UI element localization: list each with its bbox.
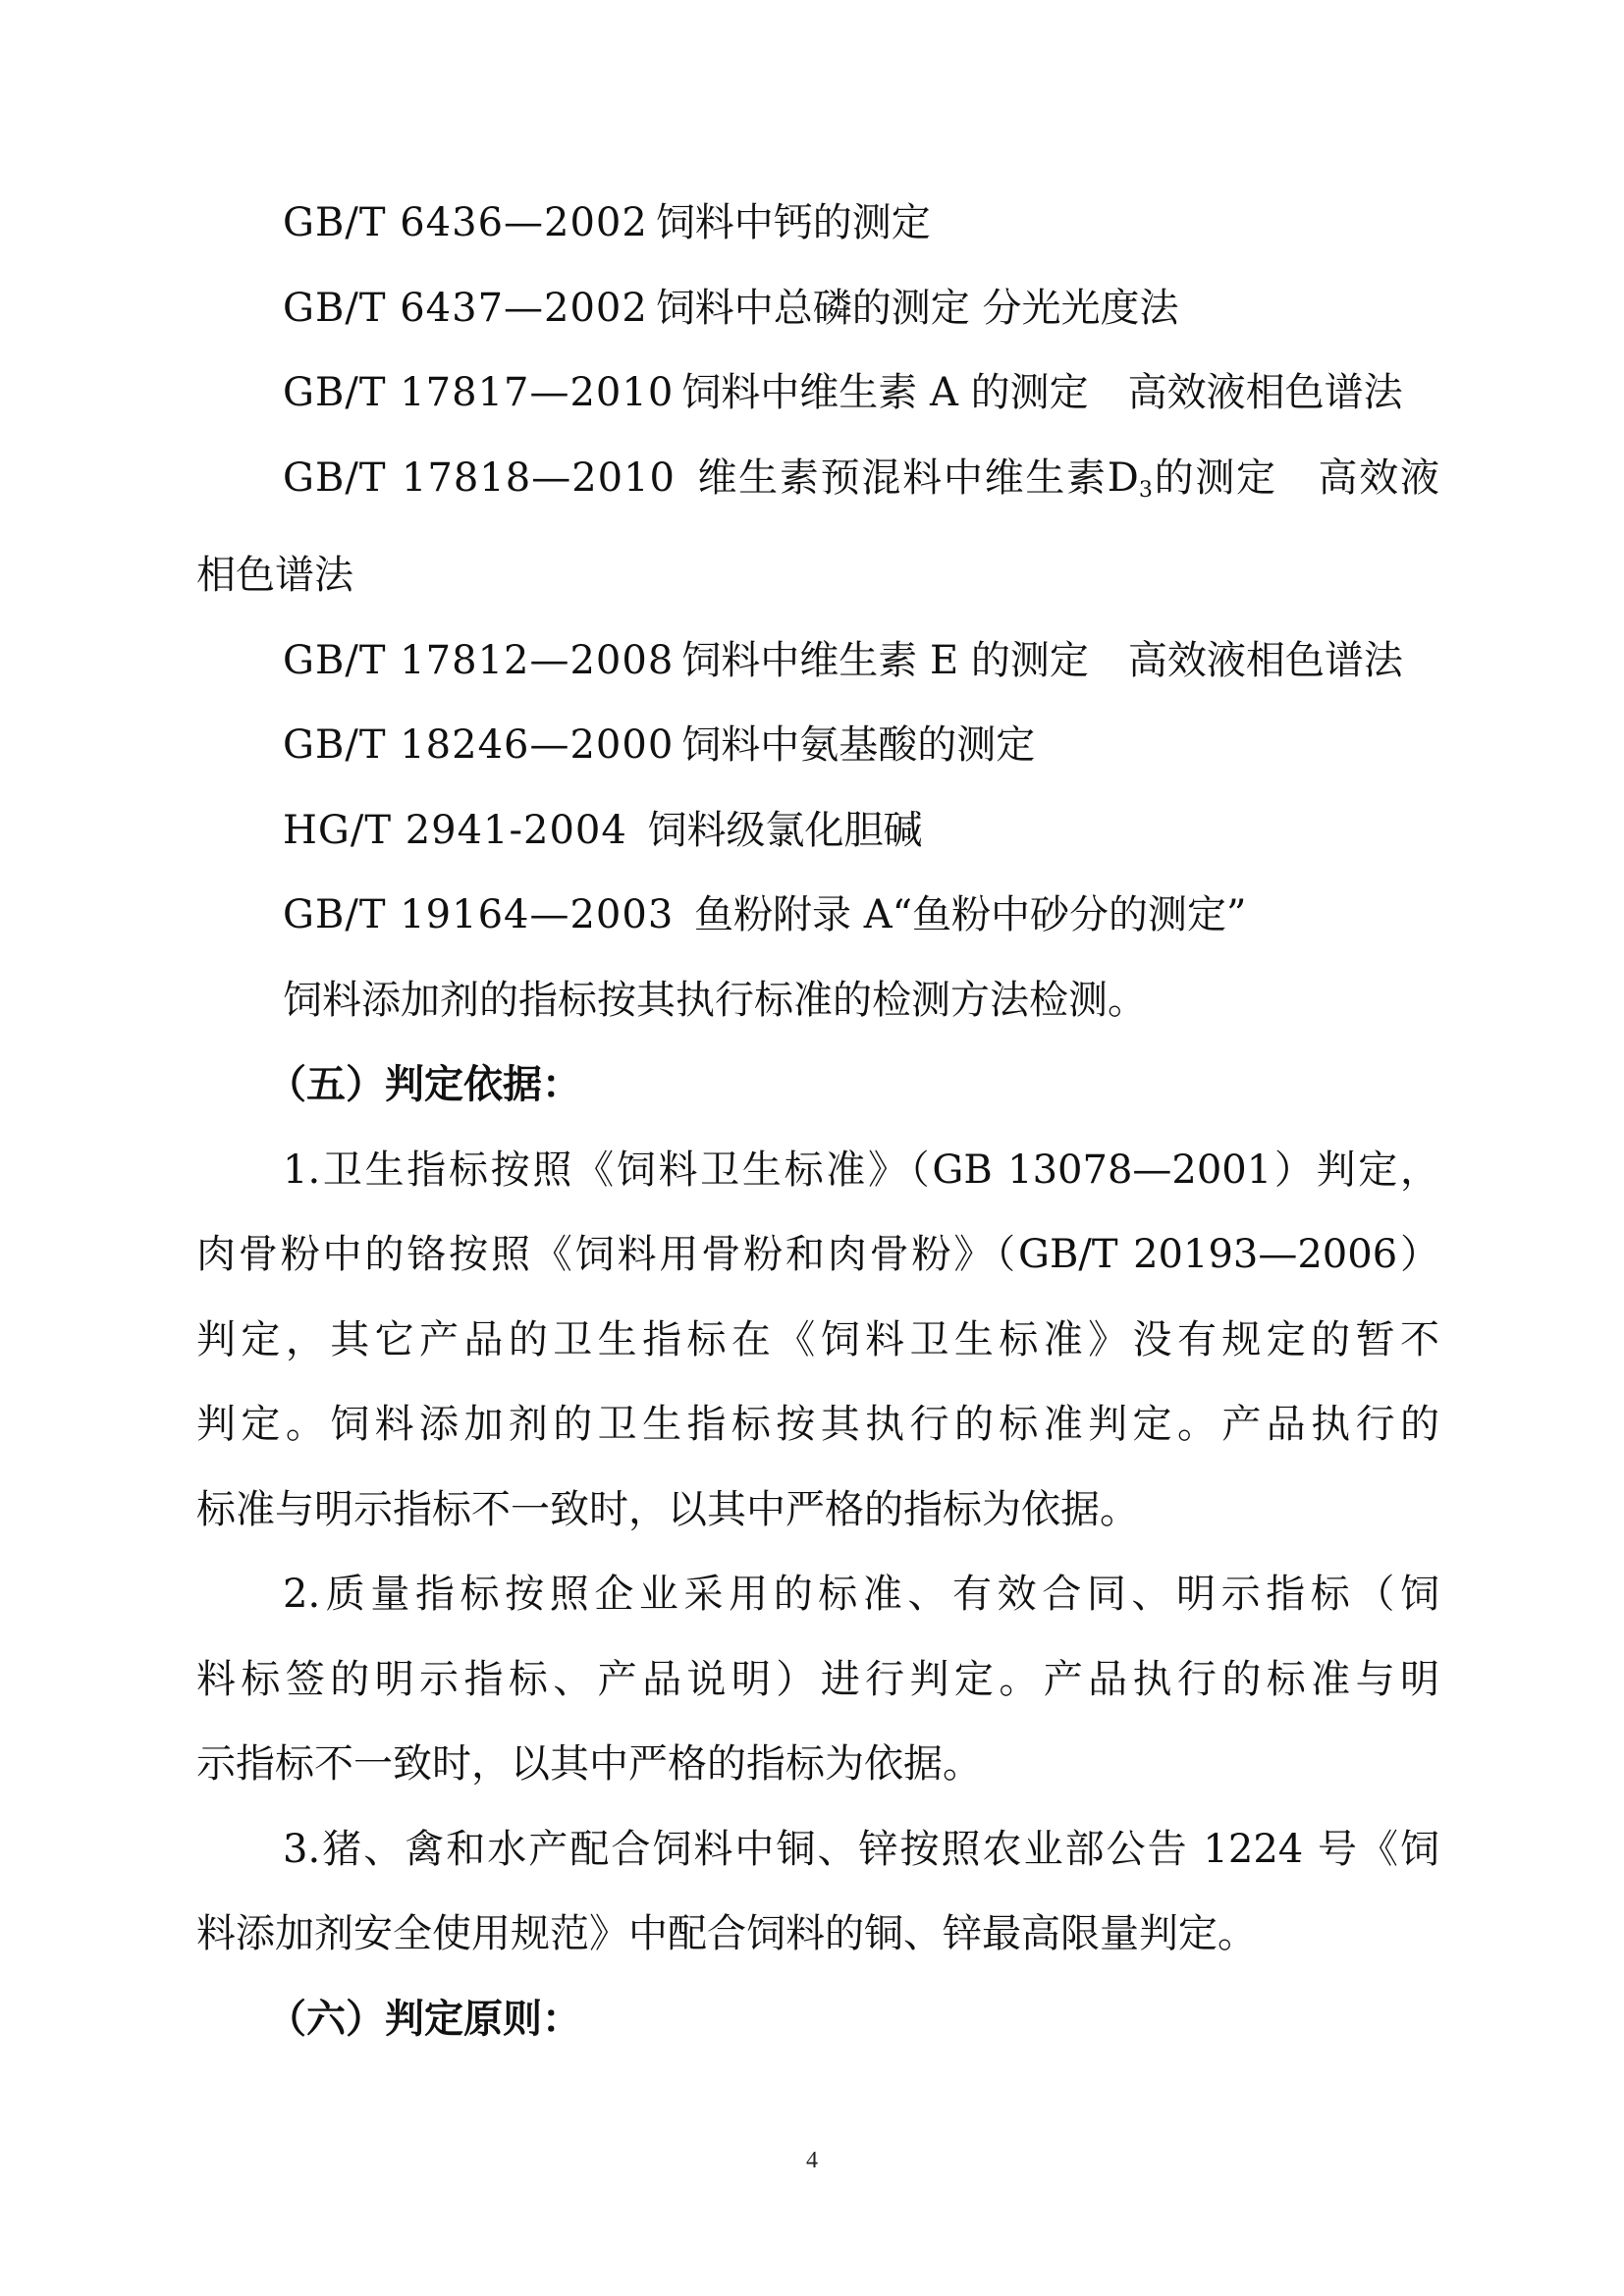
reference-code: GB/T 6437—2002 [283,285,648,331]
paragraph-line: 标准与明示指标不一致时，以其中严格的指标为依据。 [196,1486,1139,1532]
paragraph-additive-method: 饲料添加剂的指标按其执行标准的检测方法检测。 [283,977,1147,1023]
reference-title: 饲料中总磷的测定 分光光度法 [655,285,1179,331]
paragraph-line: 2.质量指标按照企业采用的标准、有效合同、明示指标（饲 [283,1572,1439,1617]
reference-line [196,181,1439,266]
paragraph-line: 料标签的明示指标、产品说明）进行判定。产品执行的标准与明 [196,1656,1439,1702]
paragraph-line: 肉骨粉中的铬按照《饲料用骨粉和肉骨粉》（GB/T 20193—2006） [196,1232,1439,1277]
reference-code: GB/T 17812—2008 [283,637,675,683]
paragraph-line: 判定，其它产品的卫生指标在《饲料卫生标准》没有规定的暂不 [196,1316,1439,1362]
reference-continuation: 相色谱法 [196,553,353,598]
reference-title: 饲料中维生素 A 的测定 高效液相色谱法 [681,370,1403,415]
subscript-text: 3 [1138,477,1153,503]
reference-code: GB/T 17817—2010 [283,370,675,415]
reference-title: 维生素预混料中维生素D [697,454,1139,501]
reference-line [196,703,1439,788]
reference-line [196,788,1439,874]
reference-line [196,436,1439,534]
reference-title: 鱼粉附录 A“鱼粉中砂分的测定” [693,892,1247,937]
reference-title: 饲料中氨基酸的测定 [681,722,1036,768]
document-body [196,181,1439,2061]
section-heading-5: （五）判定依据： [267,1062,581,1107]
reference-code: GB/T 6436—2002 [283,200,648,245]
paragraph-line: 料添加剂安全使用规范》中配合饲料的铜、锌最高限量判定。 [196,1911,1257,1956]
reference-line [196,873,1439,958]
reference-title: 饲料中维生素 E 的测定 高效液相色谱法 [681,637,1403,683]
reference-line [196,350,1439,436]
reference-code: GB/T 18246—2000 [283,722,675,768]
paragraph-line: 判定。饲料添加剂的卫生指标按其执行的标准判定。产品执行的 [196,1402,1439,1447]
page-number: 4 [806,2148,818,2173]
paragraph-line: 1.卫生指标按照《饲料卫生标准》（GB 13078—2001）判定， [283,1147,1439,1193]
reference-title: 饲料中钙的测定 [655,200,931,245]
reference-code: GB/T 17818—2010 [283,454,676,501]
reference-line [196,618,1439,704]
reference-title: 饲料级氯化胆碱 [647,807,923,853]
reference-title-continued: 的测定 高效液 [1152,454,1439,501]
reference-line [196,266,1439,351]
paragraph-line: 示指标不一致时，以其中严格的指标为依据。 [196,1741,982,1787]
paragraph-line: 3.猪、禽和水产配合饲料中铜、锌按照农业部公告 1224 号《饲 [283,1826,1439,1872]
section-heading-6: （六）判定原则： [267,1996,581,2042]
reference-code: HG/T 2941-2004 [283,807,627,853]
reference-code: GB/T 19164—2003 [283,892,675,937]
